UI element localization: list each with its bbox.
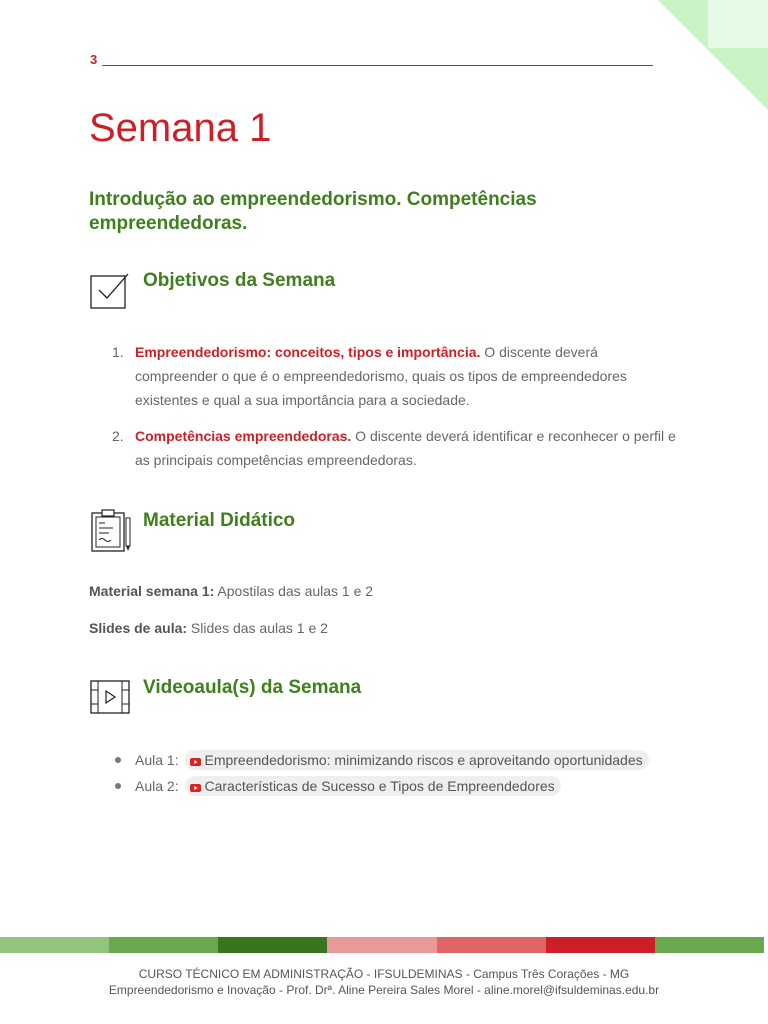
- video-title: Características de Sucesso e Tipos de Empreendedores: [204, 778, 555, 794]
- week-title: Semana 1: [89, 106, 272, 150]
- bullet: [115, 757, 121, 763]
- youtube-icon: [190, 784, 201, 792]
- objective-item: [110, 340, 680, 412]
- band-segment: [218, 937, 327, 953]
- material-week-label: Material semana 1:: [89, 583, 215, 599]
- band-segment: [437, 937, 546, 953]
- footer-color-band: [0, 937, 764, 953]
- objectives-list: [110, 340, 680, 484]
- footer-author-line: Empreendedorismo e Inovação - Prof. Drª. Aline Pereira Sales Morel - aline.morel@ifsuldeminas.edu.br: [108, 983, 660, 997]
- objective-title: Competências empreendedoras.: [135, 428, 352, 444]
- footer-course-line: CURSO TÉCNICO EM ADMINISTRAÇÃO - IFSULDEMINAS - Campus Três Corações - MG: [138, 967, 630, 981]
- video-list: [113, 748, 649, 800]
- bullet: [115, 783, 121, 789]
- objective-text: O discente deverá compreender o que é o empreendedorismo, quais os tipos de empreendedores existentes e qual a sua importância para a sociedade.: [135, 344, 627, 408]
- header-rule: [102, 65, 653, 66]
- week-subtitle: Introdução ao empreendedorismo. Competências empreendedoras.: [89, 189, 537, 234]
- video-link[interactable]: [185, 750, 648, 770]
- band-segment: [109, 937, 218, 953]
- video-label: Aula 1:: [135, 752, 179, 768]
- band-segment: [0, 937, 109, 953]
- slides-value: Slides das aulas 1 e 2: [187, 620, 328, 636]
- video-player-icon: [89, 678, 133, 716]
- objective-item: [110, 424, 680, 472]
- slides-label: Slides de aula:: [89, 620, 188, 636]
- youtube-icon: [190, 758, 201, 766]
- band-segment: [546, 937, 655, 953]
- material-heading: Material Didático: [143, 510, 296, 531]
- objective-title: Empreendedorismo: conceitos, tipos e importância.: [135, 344, 481, 360]
- band-segment: [655, 937, 764, 953]
- video-item: [113, 774, 649, 800]
- corner-decoration: [658, 0, 768, 110]
- video-label: Aula 2:: [135, 778, 179, 794]
- checkbox-icon: [89, 270, 129, 310]
- video-item: [113, 748, 649, 774]
- material-week-line: [89, 583, 373, 599]
- material-week-value: Apostilas das aulas 1 e 2: [214, 583, 374, 599]
- objective-number: 1.: [112, 344, 124, 360]
- video-link[interactable]: [185, 776, 560, 796]
- band-segment: [327, 937, 436, 953]
- objective-text: O discente deverá identificar e reconhecer o perfil e as principais competências empreendedoras.: [135, 428, 676, 468]
- videos-heading: Videoaula(s) da Semana: [143, 677, 362, 698]
- clipboard-icon: [89, 508, 133, 554]
- page-number: 3: [90, 52, 98, 67]
- objective-number: 2.: [112, 428, 124, 444]
- video-title: Empreendedorismo: minimizando riscos e aproveitando oportunidades: [204, 752, 643, 768]
- objectives-heading: Objetivos da Semana: [143, 270, 336, 291]
- slides-line: [89, 620, 328, 636]
- footer: [0, 966, 768, 998]
